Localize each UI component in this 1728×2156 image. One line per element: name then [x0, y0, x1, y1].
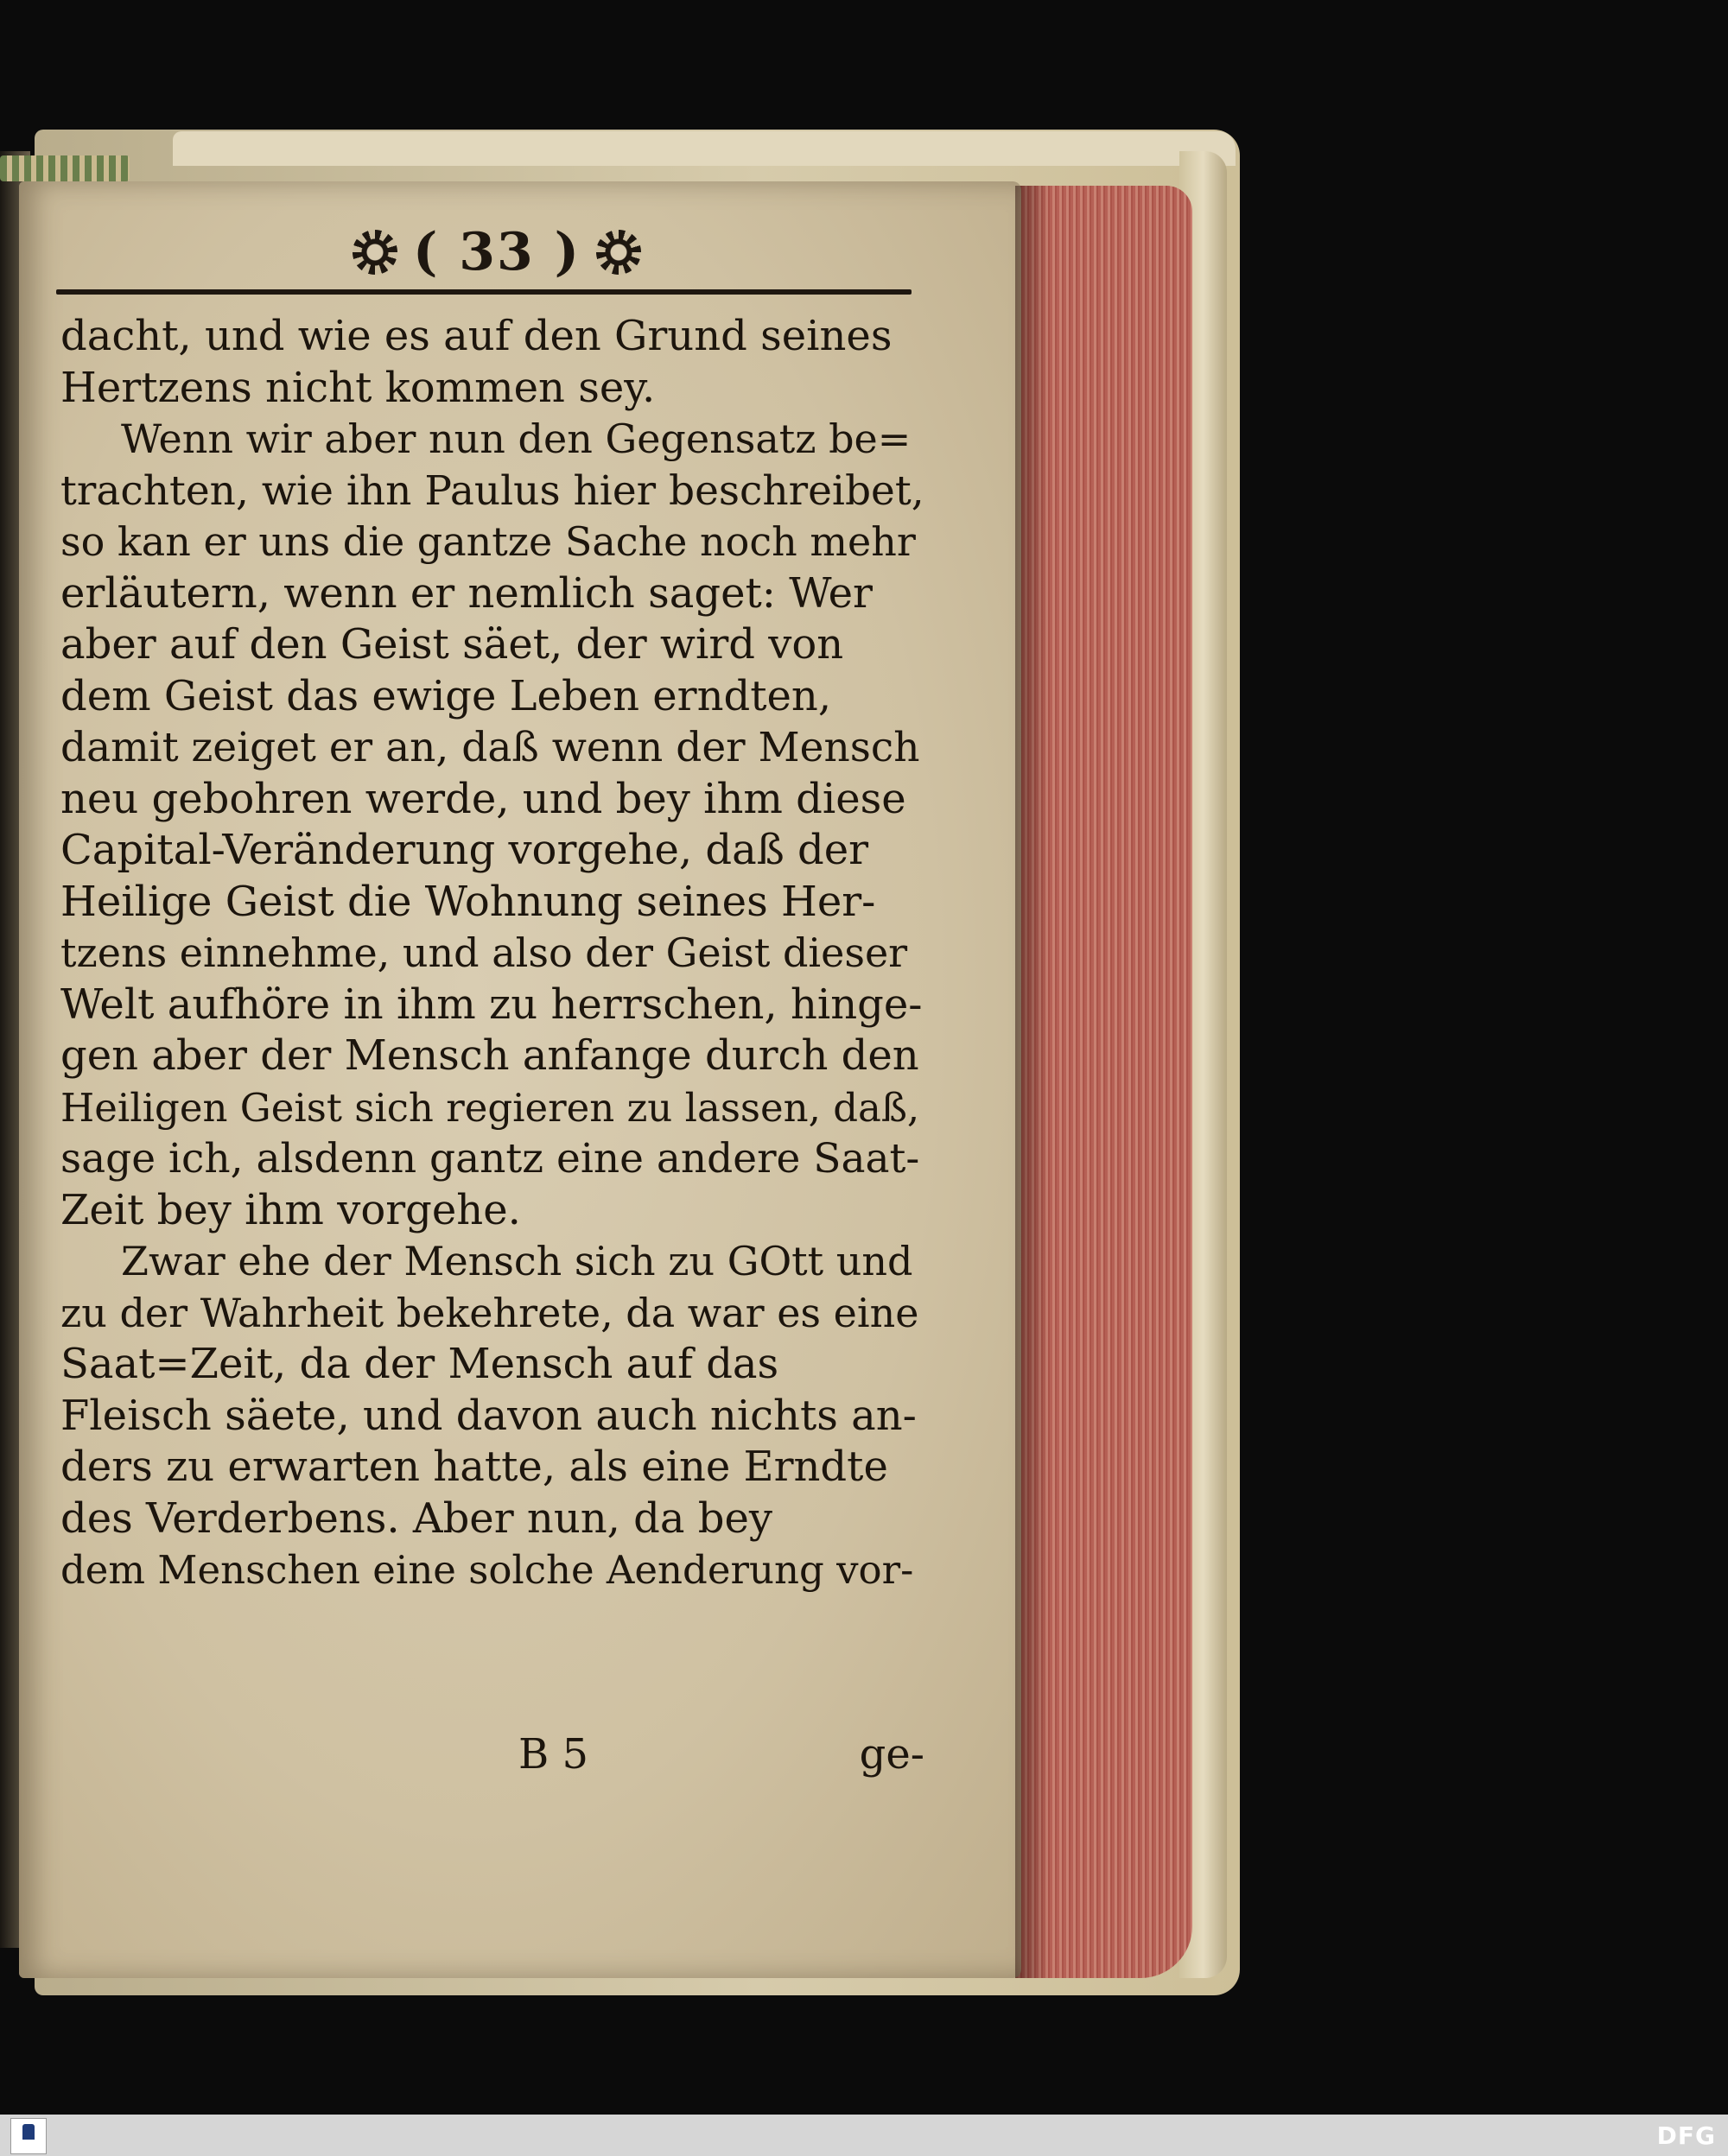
text-line: trachten, wie ihn Paulus hier beschreibet,: [60, 466, 924, 515]
library-logo-icon: [10, 2118, 47, 2154]
text-line: Wenn wir aber nun den Gegensatz be=: [121, 415, 912, 462]
book-headband: [0, 155, 130, 181]
text-line: dacht, und wie es auf den Grund seines: [60, 312, 893, 360]
page-header: [333, 218, 661, 287]
text-line: gen aber der Mensch anfange durch den: [60, 1031, 919, 1080]
text-line: sage ich, alsdenn gantz eine andere Saat-: [60, 1135, 920, 1183]
text-line: erläutern, wenn er nemlich saget: Wer: [60, 568, 873, 618]
text-line: des Verderbens. Aber nun, da bey: [60, 1493, 773, 1543]
page-footer-line: [60, 1730, 924, 1782]
page-shadow: [1015, 186, 1050, 1978]
text-line: zu der Wahrheit bekehrete, da war es eine: [60, 1289, 919, 1336]
text-line: damit zeiget er an, daß wenn der Mensch: [60, 724, 920, 771]
rosette-ornament-icon: [353, 230, 397, 275]
text-line: tzens einnehme, und also der Geist dieser: [60, 929, 908, 976]
text-line: Heilige Geist die Wohnung seines Her-: [60, 877, 876, 926]
book-cover-top: [173, 131, 1236, 166]
header-rule: [56, 289, 912, 295]
dfg-logo: DFG: [1656, 2121, 1716, 2150]
text-line: neu gebohren werde, und bey ihm diese: [60, 774, 906, 823]
text-line: Heiligen Geist sich regieren zu lassen, daß,: [60, 1084, 920, 1131]
text-line: Welt aufhöre in ihm zu herrschen, hinge-: [60, 980, 923, 1029]
text-line: Zeit bey ihm vorgehe.: [60, 1185, 521, 1234]
page-number: ( 33 ): [412, 222, 581, 282]
viewer-footer-bar: [0, 2115, 1728, 2156]
page-text: [60, 311, 924, 1596]
rosette-ornament-icon: [596, 230, 641, 275]
text-line: ders zu erwarten hatte, als eine Erndte: [60, 1443, 888, 1491]
text-line: Saat=Zeit, da der Mensch auf das: [60, 1340, 779, 1388]
text-line: dem Geist das ewige Leben erndten,: [60, 671, 832, 720]
catchword: ge-: [859, 1730, 924, 1779]
text-line: Zwar ehe der Mensch sich zu GOtt und: [121, 1238, 913, 1284]
text-line: aber auf den Geist säet, der wird von: [60, 620, 844, 669]
text-line: dem Menschen eine solche Aenderung vor-: [60, 1547, 914, 1593]
text-line: Capital-Veränderung vorgehe, daß der: [60, 826, 869, 874]
text-line: so kan er uns die gantze Sache noch mehr: [60, 518, 916, 565]
text-line: Hertzens nicht kommen sey.: [60, 363, 656, 412]
signature-mark: B 5: [518, 1730, 589, 1779]
text-line: Fleisch säete, und davon auch nichts an-: [60, 1391, 917, 1440]
